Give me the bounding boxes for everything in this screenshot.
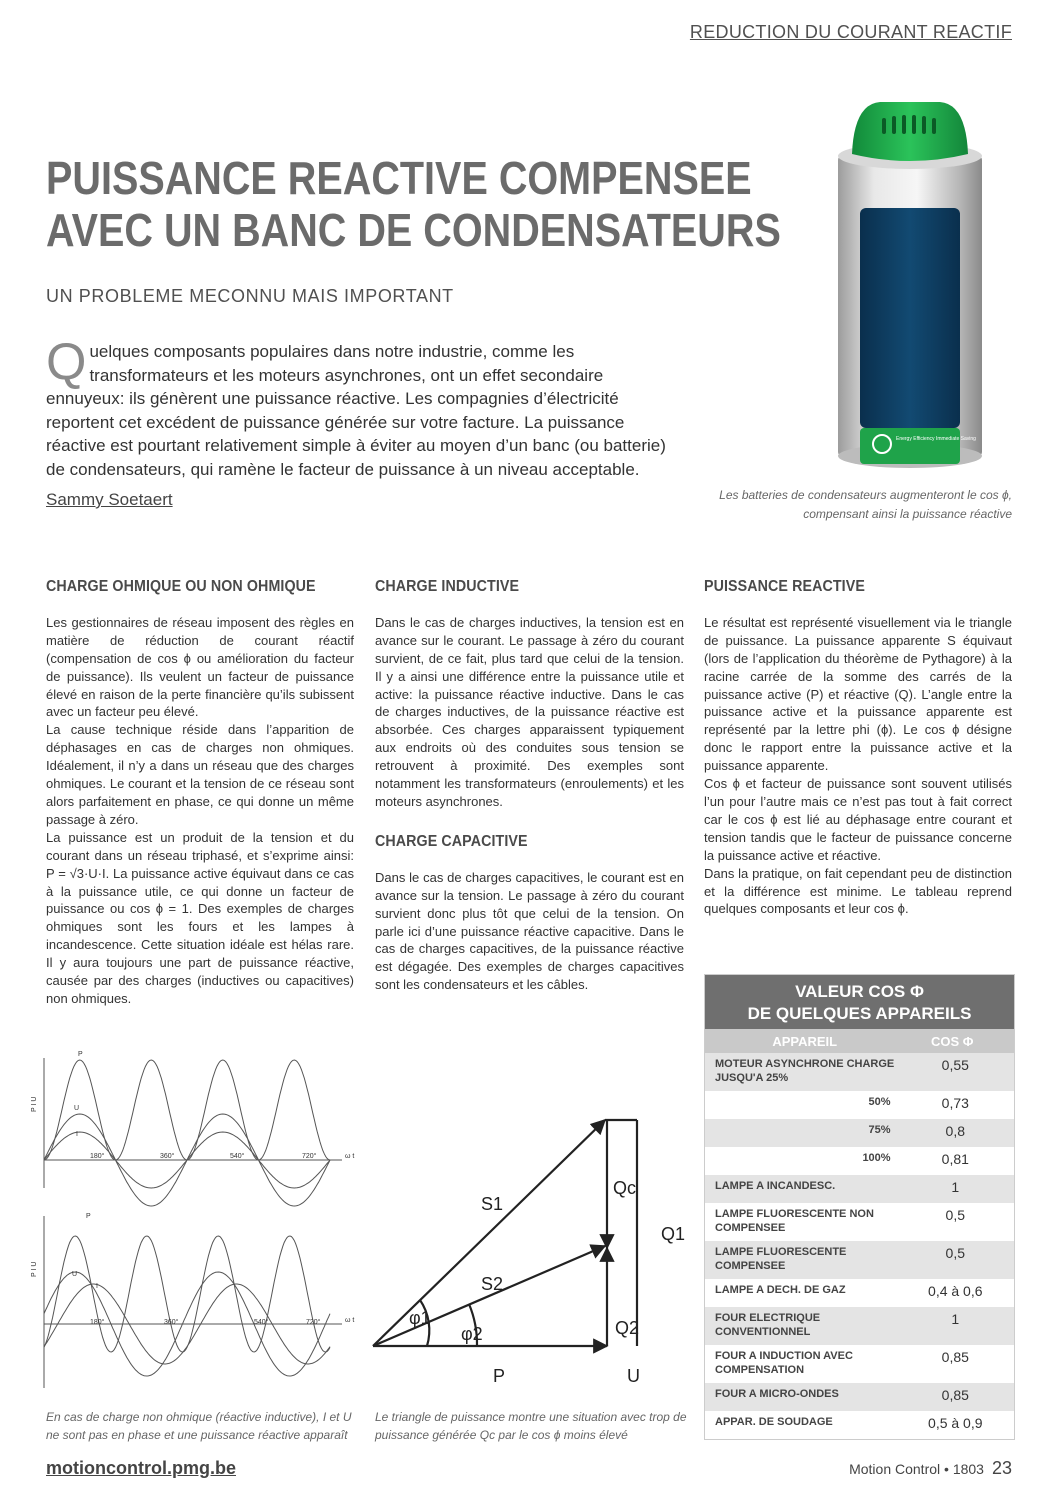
- tick-label: 180°: [90, 1319, 105, 1326]
- column-header-cos: COS Φ: [930, 1033, 974, 1049]
- table-row: [705, 1119, 1014, 1147]
- paragraph: Dans le cas de charges capacitives, le courant est en avance sur la tension. Le passage à zéro du courant survient donc plus tôt que celui de la tension. On parle ici d’une puissance réactive capacitive. Dans le cas de charges capacitives, de la puissance réactive est dégagée. Des exemples de charges capacitives sont les condensateurs et les câbles.: [375, 869, 684, 993]
- label-phi2: φ2: [461, 1324, 483, 1344]
- label-phi1: φ1: [409, 1308, 431, 1328]
- table-row: [705, 1053, 1014, 1091]
- paragraph: Le résultat est représenté visuellement via le triangle de puissance. La puissance apparente S équivaut (lors de l’application du théorème de Pythagore) à la racine carrée de la somme des carrés de la puissance active (P) et réactive (Q). L’angle entre la puissance active et la puissance apparente est représenté par la lettre phi (ϕ). Le cos ϕ désigne donc le rapport entre la puissance active et la puissance apparente.: [704, 614, 1012, 774]
- footer-site-link[interactable]: motioncontrol.pmg.be: [46, 1458, 236, 1478]
- wave-diagram: [30, 1048, 360, 1398]
- tick-label: 360°: [164, 1319, 179, 1326]
- column-inductive: [375, 578, 684, 994]
- table-row: [705, 1091, 1014, 1119]
- tick-label: 180°: [90, 1153, 105, 1160]
- tick-label: 540°: [230, 1153, 245, 1160]
- tick-label: 720°: [306, 1319, 321, 1326]
- table-cell-name: LAMPE FLUORESCENTE COMPENSEE: [715, 1246, 847, 1272]
- paragraph: Dans la pratique, on fait cependant peu de distinction et la différence est minime. Le tableau reprend quelques composants et leur cos ϕ.: [704, 865, 1012, 917]
- y-axis-label-top: P I U: [31, 1096, 38, 1112]
- table-cell-name: LAMPE A DECH. DE GAZ: [715, 1284, 846, 1296]
- table-row: [705, 1345, 1014, 1383]
- wave-plot-bottom: [44, 1216, 342, 1388]
- heading-reactive: PUISSANCE REACTIVE: [704, 578, 865, 595]
- cos-phi-table: [704, 974, 1015, 1440]
- table-row: [705, 1241, 1014, 1279]
- table-cell-name: FOUR A INDUCTION AVEC COMPENSATION: [715, 1350, 853, 1376]
- heading-ohmic: CHARGE OHMIQUE OU NON OHMIQUE: [46, 578, 316, 595]
- table-cell-value: 0,5 à 0,9: [928, 1415, 983, 1431]
- table-cell-name: FOUR ELECTRIQUE CONVENTIONNEL: [715, 1312, 821, 1338]
- paragraph: Les gestionnaires de réseau imposent des règles en matière de réduction de courant réactif (compensation de cos ϕ ou amélioration du facteur de puissance). Ils veulent un facteur de puissance élevé en raison de la perte financière qu’ils subissent avec un facteur peu élevé.: [46, 614, 354, 720]
- magazine-issue: Motion Control • 1803: [849, 1461, 984, 1477]
- section-tag: REDUCTION DU COURANT REACTIF: [689, 22, 1012, 42]
- capacitor-label-text: Energy Efficiency Immediate Saving: [896, 436, 976, 442]
- label-p: P: [493, 1366, 506, 1386]
- table-cell-value: 0,85: [941, 1349, 969, 1365]
- x-axis-label-top: ω t: [345, 1153, 355, 1160]
- author-link[interactable]: Sammy Soetaert: [46, 490, 173, 509]
- lead-text: uelques composants populaires dans notre industrie, comme les transformateurs et les moteurs asynchrones, ont un effet secondaire ennuyeux: ils génèrent une puissance réactive. Les compagnies d’électricité reportent cet excédent de puissance générée sur votre facture. La puissance réactive est pourtant relativement simple à éviter au moyen d’un banc (ou batterie) de condensateurs, qui ramène le facteur de puissance à un niveau acceptable.: [46, 342, 666, 479]
- power-curve-bottom: [44, 1236, 330, 1352]
- table-row: [705, 1279, 1014, 1307]
- article-title-line-2: AVEC UN BANC DE CONDENSATEURS: [46, 204, 781, 256]
- wave-figure: [30, 1048, 360, 1398]
- page-number: 23: [991, 1458, 1012, 1478]
- table-cell-value: 0,85: [941, 1387, 969, 1403]
- photo-caption: [620, 486, 1012, 524]
- drop-cap: Q: [46, 333, 87, 391]
- table-cell-name: LAMPE A INCANDESC.: [715, 1180, 836, 1192]
- vector-s1: [373, 1120, 605, 1346]
- column-header-appareil: APPAREIL: [772, 1033, 838, 1049]
- table-title-line-1: VALEUR COS Φ: [795, 982, 924, 1001]
- wave-caption: En cas de charge non ohmique (réactive inductive), I et U ne sont pas en phase et une puissance réactive apparaît: [46, 1410, 352, 1442]
- curve-label-p-top: P: [78, 1051, 83, 1058]
- table-row: [705, 1147, 1014, 1175]
- label-qc: Qc: [613, 1178, 637, 1198]
- power-curve-top: [44, 1060, 330, 1160]
- table-cell-value: 0,5: [945, 1245, 966, 1261]
- tick-label: 360°: [160, 1153, 175, 1160]
- table-cell-name: FOUR A MICRO-ONDES: [715, 1388, 839, 1400]
- paragraph: La cause technique réside dans l’apparition de déphasages en cas de charges non ohmiques. Idéalement, il n’y a dans un réseau que des charges ohmiques. Le courant et la tension de ce réseau sont alors parfaitement en phase, ce qui donne un même passage à zéro.: [46, 722, 354, 827]
- photo-caption-line-2: compensant ainsi la puissance réactive: [803, 507, 1012, 521]
- paragraph: La puissance est un produit de la tension et du courant dans un réseau triphasé, et s’exprime ainsi: P = √3·U·I. La puissance active équivaut dans ce cas à la puissance utile, ce qui donne un facteur de puissance ou cos ϕ = 1. Des exemples de charges ohmiques sont les fours et les lampes à incandescence. Cette situation idéale est hélas rare. Il y aura toujours une part de puissance réactive, causée par des charges (inductives ou capacitives) non ohmiques.: [46, 829, 354, 1006]
- table-cell-value: 0,73: [941, 1095, 969, 1111]
- x-axis-label-bottom: ω t: [345, 1317, 355, 1324]
- table-cell-value: 1: [951, 1311, 960, 1327]
- tick-label: 540°: [254, 1319, 269, 1326]
- tick-label: 720°: [302, 1153, 317, 1160]
- capacitor-illustration: [830, 96, 990, 474]
- table-title-line-2: DE QUELQUES APPAREILS: [747, 1004, 972, 1023]
- paragraph: Dans le cas de charges inductives, la tension est en avance sur le courant. Le passage à zéro du courant survient, de ce fait, plus tard que celui de la tension. Il y a ainsi une différence entre la puissance utile et active: la puissance réactive inductive. Dans le cas de charges inductives, de la puissance réactive est absorbée. Ces charges apparaissent typiquement aux endroits où des conduites sous tension se retrouvent à proximité. Des exemples sont notamment les transformateurs (enroulements) et les moteurs asynchrones.: [375, 614, 684, 809]
- label-u: U: [627, 1366, 640, 1386]
- paragraph: Cos ϕ et facteur de puissance sont souvent utilisés l’un pour l’autre mais ce n’est pas tout à fait correct car le cos ϕ est lié au déphasage entre courant et tension tandis que le facteur de puissance concerne la puissance active et réactive.: [704, 776, 1012, 863]
- article-subtitle: UN PROBLEME MECONNU MAIS IMPORTANT: [46, 286, 454, 306]
- table-cell-value: 0,81: [941, 1151, 969, 1167]
- column-ohmic: [46, 578, 354, 1008]
- table-cell-name: 50%: [868, 1096, 891, 1108]
- table-cell-name: 100%: [862, 1152, 891, 1164]
- table-row: [705, 1383, 1014, 1411]
- table-cell-name: APPAR. DE SOUDAGE: [715, 1416, 833, 1428]
- label-s1: S1: [481, 1194, 504, 1214]
- curve-label-i-bottom: I: [96, 1283, 98, 1290]
- table-row: [705, 1307, 1014, 1345]
- capacitor-photo: [830, 96, 990, 474]
- vector-s2: [373, 1246, 605, 1346]
- table-cell-name: LAMPE FLUORESCENTE NON COMPENSEE: [715, 1208, 874, 1234]
- table-title: [705, 975, 1014, 1029]
- curve-label-u-top: U: [74, 1105, 80, 1112]
- curve-label-p-bottom: P: [86, 1213, 91, 1220]
- heading-inductive: CHARGE INDUCTIVE: [375, 578, 520, 595]
- label-s2: S2: [481, 1274, 504, 1294]
- footer-magazine: [849, 1458, 1012, 1479]
- triangle-figure: [365, 1108, 695, 1398]
- table-header-row: [705, 1029, 1014, 1053]
- table-cell-value: 0,55: [941, 1057, 969, 1073]
- table-cell-value: 0,5: [945, 1207, 966, 1223]
- table-body: [705, 1053, 1014, 1439]
- lead-paragraph: [46, 333, 686, 481]
- table-cell-value: 0,8: [945, 1123, 966, 1139]
- table-cell-value: 0,4 à 0,6: [928, 1283, 983, 1299]
- y-axis-label-bottom: P I U: [31, 1261, 38, 1277]
- table-cell-name: MOTEUR ASYNCHRONE CHARGE JUSQU'A 25%: [715, 1058, 895, 1084]
- photo-caption-line-1: Les batteries de condensateurs augmenteront le cos ϕ,: [719, 488, 1012, 502]
- table-row: [705, 1411, 1014, 1439]
- table-cell-value: 1: [951, 1179, 960, 1195]
- curve-label-u-bottom: U: [72, 1271, 78, 1278]
- article-title: [46, 152, 781, 256]
- column-reactive: [704, 578, 1012, 918]
- label-q2: Q2: [615, 1318, 640, 1338]
- curve-label-i-top: I: [76, 1131, 78, 1138]
- table-cell-name: 75%: [868, 1124, 891, 1136]
- heading-capacitive: CHARGE CAPACITIVE: [375, 832, 528, 850]
- wave-plot-top: [44, 1058, 342, 1206]
- power-triangle-diagram: [365, 1108, 695, 1398]
- triangle-caption: Le triangle de puissance montre une situation avec trop de puissance générée Qc par le cos ϕ moins élevé: [375, 1410, 687, 1442]
- label-q1: Q1: [661, 1224, 686, 1244]
- table-row: [705, 1203, 1014, 1241]
- article-title-line-1: PUISSANCE REACTIVE COMPENSEE: [46, 152, 752, 204]
- table-row: [705, 1175, 1014, 1203]
